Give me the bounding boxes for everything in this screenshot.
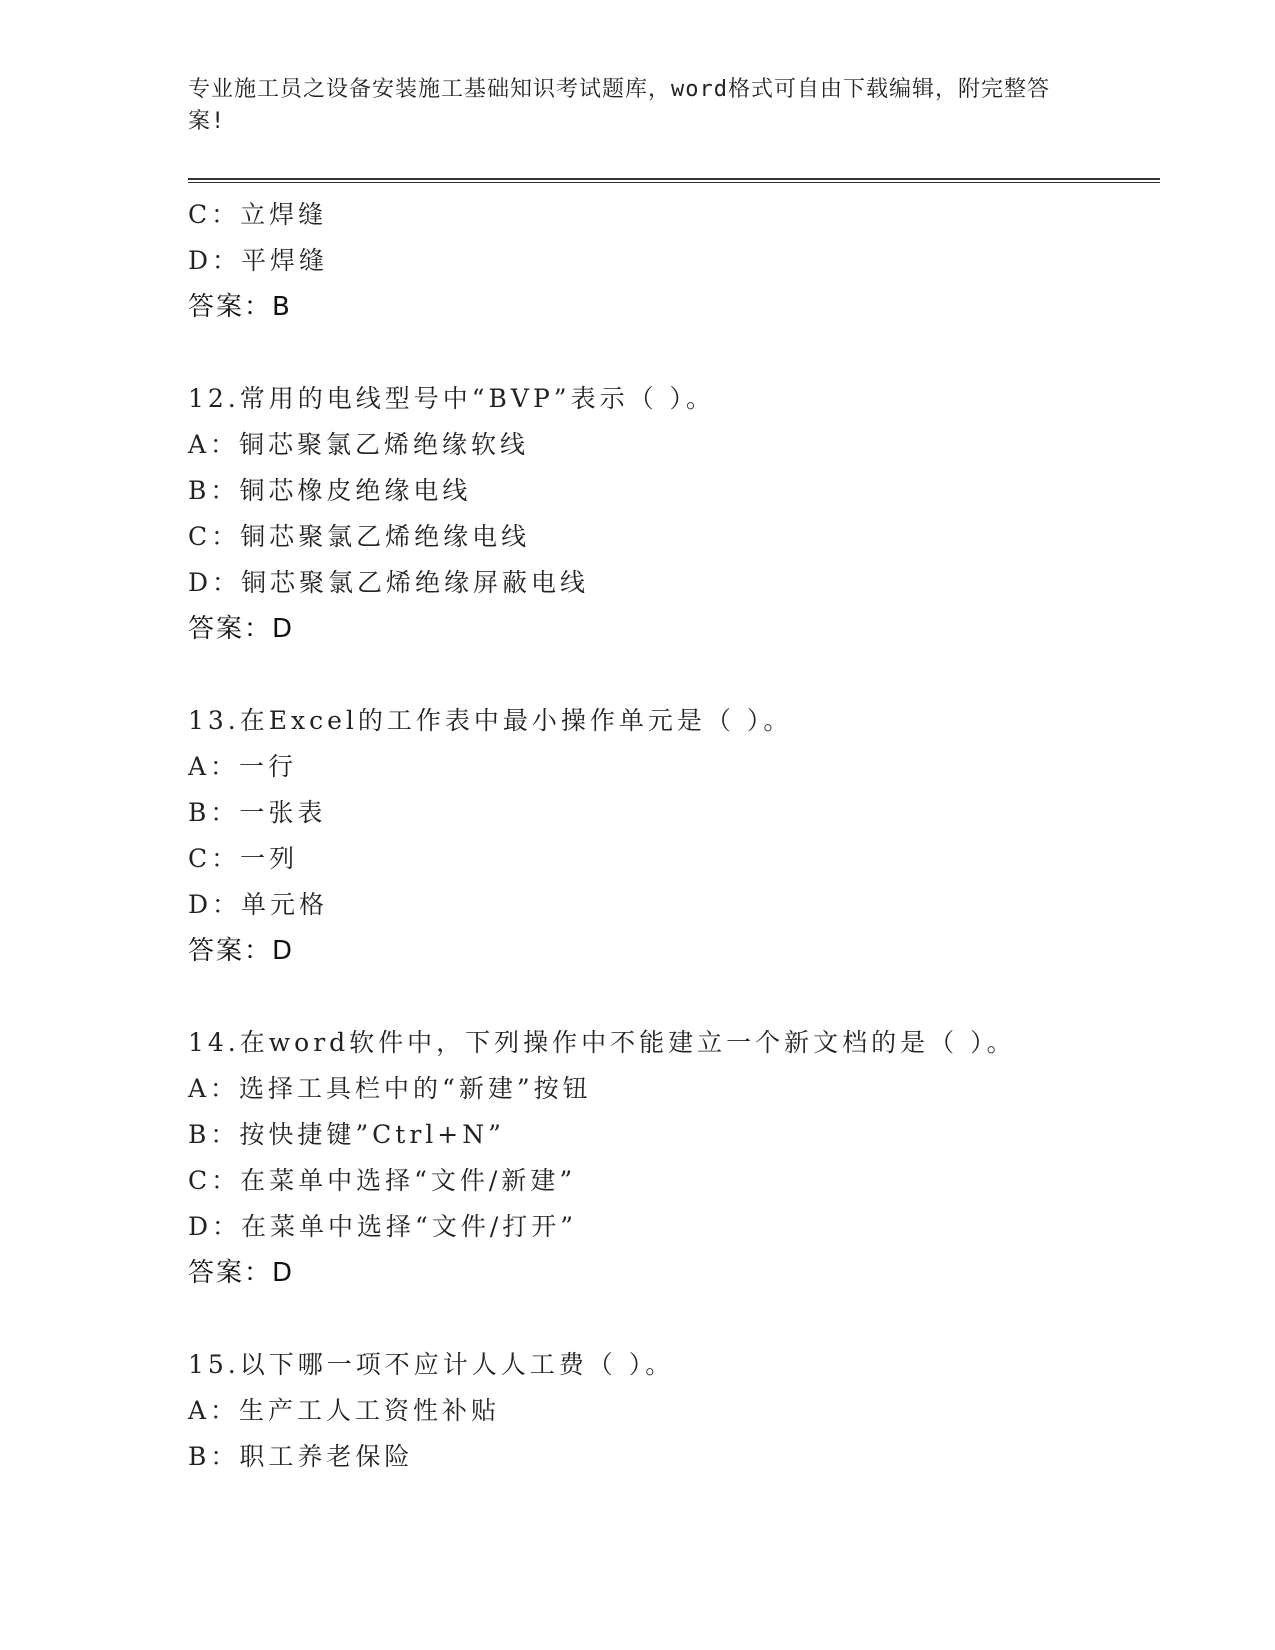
option-b: B：一张表 [188, 798, 327, 827]
header-divider [188, 178, 1160, 183]
question-block [188, 698, 1148, 974]
question-stem: 13.在Excel的工作表中最小操作单元是（ ）。 [188, 706, 793, 735]
option-b: B：按快捷键”Ctrl+N” [188, 1120, 505, 1149]
option-c: C：一列 [188, 844, 299, 873]
spacer [188, 974, 1148, 1020]
option-a: A：铜芯聚氯乙烯绝缘软线 [188, 430, 530, 459]
question-list [188, 192, 1148, 1480]
spacer [188, 1296, 1148, 1342]
spacer [188, 330, 1148, 376]
page-header: 专业施工员之设备安装施工基础知识考试题库，word格式可自由下载编辑，附完整答案! [188, 77, 1050, 134]
question-stem: 14.在word软件中，下列操作中不能建立一个新文档的是（ ）。 [188, 1028, 1016, 1057]
option-d: D：单元格 [188, 890, 329, 919]
answer: 答案：D [188, 936, 295, 966]
question-block [188, 1020, 1148, 1296]
option-c: C：在菜单中选择“文件/新建” [188, 1166, 577, 1195]
option-c: C：铜芯聚氯乙烯绝缘电线 [188, 522, 531, 551]
option-a: A：一行 [188, 752, 298, 781]
option-d: D：在菜单中选择“文件/打开” [188, 1212, 578, 1241]
answer: 答案：D [188, 1258, 295, 1288]
question-block [188, 192, 1148, 330]
answer: 答案：D [188, 614, 295, 644]
question-stem: 12.常用的电线型号中“BVP”表示（ ）。 [188, 384, 716, 413]
spacer [188, 652, 1148, 698]
question-block [188, 376, 1148, 652]
question-stem: 15.以下哪一项不应计人人工费（ ）。 [188, 1350, 675, 1379]
option-c: C：立焊缝 [188, 200, 328, 229]
option-b: B：职工养老保险 [188, 1442, 414, 1471]
option-d: D：铜芯聚氯乙烯绝缘屏蔽电线 [188, 568, 590, 597]
answer: 答案：B [188, 292, 292, 322]
question-block [188, 1342, 1148, 1480]
option-a: A：选择工具栏中的“新建”按钮 [188, 1074, 592, 1103]
option-a: A：生产工人工资性补贴 [188, 1396, 501, 1425]
option-b: B：铜芯橡皮绝缘电线 [188, 476, 472, 505]
option-d: D：平焊缝 [188, 246, 329, 275]
